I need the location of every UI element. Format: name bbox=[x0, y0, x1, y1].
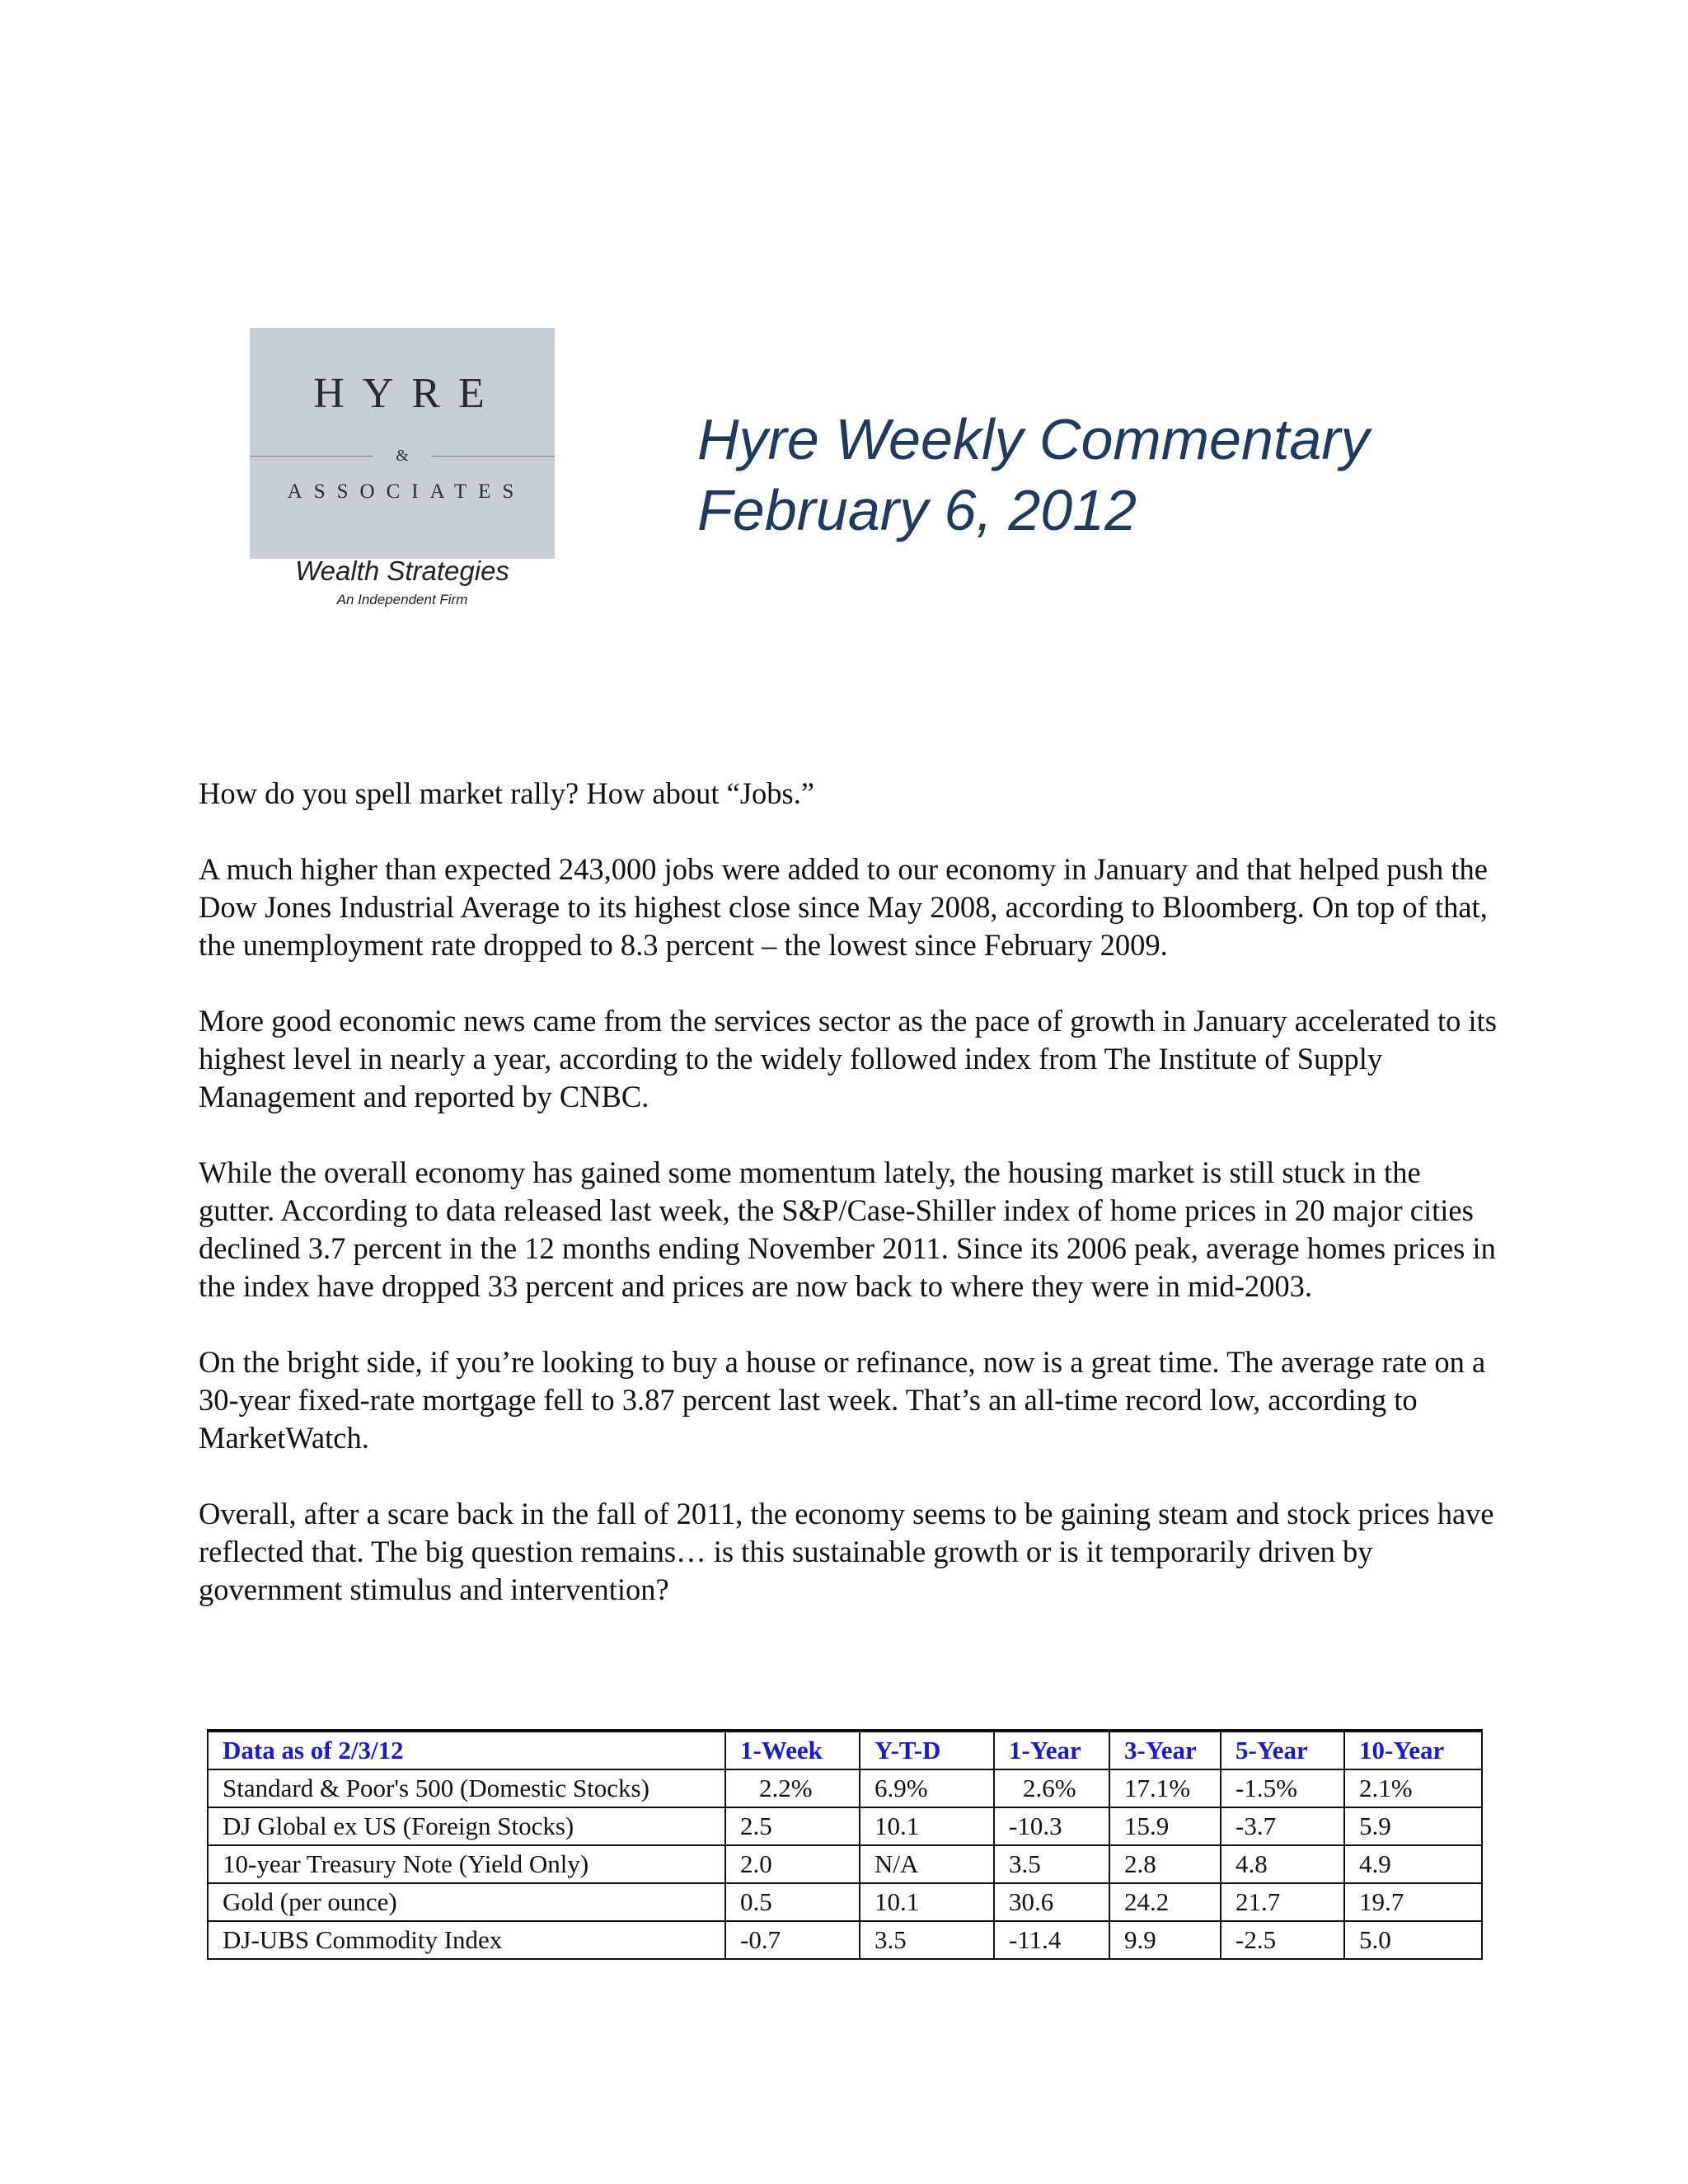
table-header-cell: 5-Year bbox=[1221, 1731, 1344, 1769]
table-cell: -3.7 bbox=[1221, 1807, 1344, 1845]
table-cell: 4.9 bbox=[1344, 1845, 1482, 1883]
table-row bbox=[208, 1845, 1482, 1883]
table-cell: 10.1 bbox=[860, 1883, 994, 1921]
table-cell: 30.6 bbox=[994, 1883, 1109, 1921]
table-row bbox=[208, 1883, 1482, 1921]
table-cell: -1.5% bbox=[1221, 1769, 1344, 1807]
logo-ampersand-row bbox=[250, 443, 555, 468]
logo-ampersand: & bbox=[396, 447, 409, 465]
company-logo bbox=[250, 328, 555, 633]
table-cell: 2.2% bbox=[725, 1769, 860, 1807]
paragraph: How do you spell market rally? How about “Jobs.” bbox=[199, 776, 815, 810]
table-cell: 9.9 bbox=[1109, 1921, 1221, 1959]
logo-tagline: Wealth Strategies bbox=[295, 555, 509, 586]
table-cell: 21.7 bbox=[1221, 1883, 1344, 1921]
table-row bbox=[208, 1807, 1482, 1845]
table-cell: 5.9 bbox=[1344, 1807, 1482, 1845]
table-cell: 19.7 bbox=[1344, 1883, 1482, 1921]
table-cell: N/A bbox=[860, 1845, 994, 1883]
table-cell: -11.4 bbox=[994, 1921, 1109, 1959]
table-cell: 2.5 bbox=[725, 1807, 860, 1845]
table-cell: 10-year Treasury Note (Yield Only) bbox=[208, 1845, 725, 1883]
table-header-cell: 1-Week bbox=[725, 1731, 860, 1769]
table-cell: -10.3 bbox=[994, 1807, 1109, 1845]
table-cell: 15.9 bbox=[1109, 1807, 1221, 1845]
table-cell: 10.1 bbox=[860, 1807, 994, 1845]
table-header-cell: Y-T-D bbox=[860, 1731, 994, 1769]
table-cell: 3.5 bbox=[994, 1845, 1109, 1883]
table-header-cell: 3-Year bbox=[1109, 1731, 1221, 1769]
table-cell: Standard & Poor's 500 (Domestic Stocks) bbox=[208, 1769, 725, 1807]
table-header-cell: Data as of 2/3/12 bbox=[208, 1731, 725, 1769]
table-cell: -0.7 bbox=[725, 1921, 860, 1959]
paragraph: Overall, after a scare back in the fall of 2011, the economy seems to be gaining steam and stock prices have reflected that. The big question remains… is this sustainable growth or is it temporarily driven by government stimulus and intervention? bbox=[199, 1497, 1494, 1606]
table-cell: Gold (per ounce) bbox=[208, 1883, 725, 1921]
table-cell: 0.5 bbox=[725, 1883, 860, 1921]
table-cell: 2.0 bbox=[725, 1845, 860, 1883]
table-cell: 2.8 bbox=[1109, 1845, 1221, 1883]
document-date: February 6, 2012 bbox=[697, 478, 1137, 542]
table-row bbox=[208, 1921, 1482, 1959]
table-cell: DJ-UBS Commodity Index bbox=[208, 1921, 725, 1959]
document-header bbox=[697, 404, 1370, 546]
table-cell: 2.6% bbox=[994, 1769, 1109, 1807]
table-header-cell: 10-Year bbox=[1344, 1731, 1482, 1769]
table-cell: 4.8 bbox=[1221, 1845, 1344, 1883]
table-header-cell: 1-Year bbox=[994, 1731, 1109, 1769]
table-row bbox=[208, 1769, 1482, 1807]
logo-wordmark: HYRE bbox=[313, 370, 503, 417]
logo-associates: ASSOCIATES bbox=[287, 480, 526, 503]
table-cell: -2.5 bbox=[1221, 1921, 1344, 1959]
commentary-body bbox=[199, 775, 1501, 1647]
table-cell: 24.2 bbox=[1109, 1883, 1221, 1921]
table-cell: 6.9% bbox=[860, 1769, 994, 1807]
document-title: Hyre Weekly Commentary bbox=[697, 407, 1370, 471]
paragraph: More good economic news came from the services sector as the pace of growth in January accelerated to its highest level in nearly a year, according to the widely followed index from The Institute of Supply Management and reported by CNBC. bbox=[199, 1004, 1497, 1113]
table-cell: 17.1% bbox=[1109, 1769, 1221, 1807]
market-data-table bbox=[207, 1729, 1483, 1960]
paragraph: On the bright side, if you’re looking to buy a house or refinance, now is a great time. The average rate on a 30-year fixed-rate mortgage fell to 3.87 percent last week. That’s an all-time record low, according to MarketWatch. bbox=[199, 1345, 1486, 1455]
table-header-row bbox=[208, 1731, 1482, 1769]
table-cell: 3.5 bbox=[860, 1921, 994, 1959]
paragraph: A much higher than expected 243,000 jobs were added to our economy in January and that helped push the Dow Jones Industrial Average to its highest close since May 2008, according to Bloomberg. On top of that, the unemployment rate dropped to 8.3 percent – the lowest since February 2009. bbox=[199, 852, 1489, 962]
table-cell: DJ Global ex US (Foreign Stocks) bbox=[208, 1807, 725, 1845]
logo-subtagline: An Independent Firm bbox=[336, 592, 468, 607]
table-cell: 2.1% bbox=[1344, 1769, 1482, 1807]
table-cell: 5.0 bbox=[1344, 1921, 1482, 1959]
paragraph: While the overall economy has gained some momentum lately, the housing market is still stuck in the gutter. According to data released last week, the S&P/Case-Shiller index of home prices in 20 major cities declined 3.7 percent in the 12 months ending November 2011. Since its 2006 peak, average homes prices in the index have dropped 33 percent and prices are now back to where they were in mid-2003. bbox=[199, 1155, 1496, 1303]
